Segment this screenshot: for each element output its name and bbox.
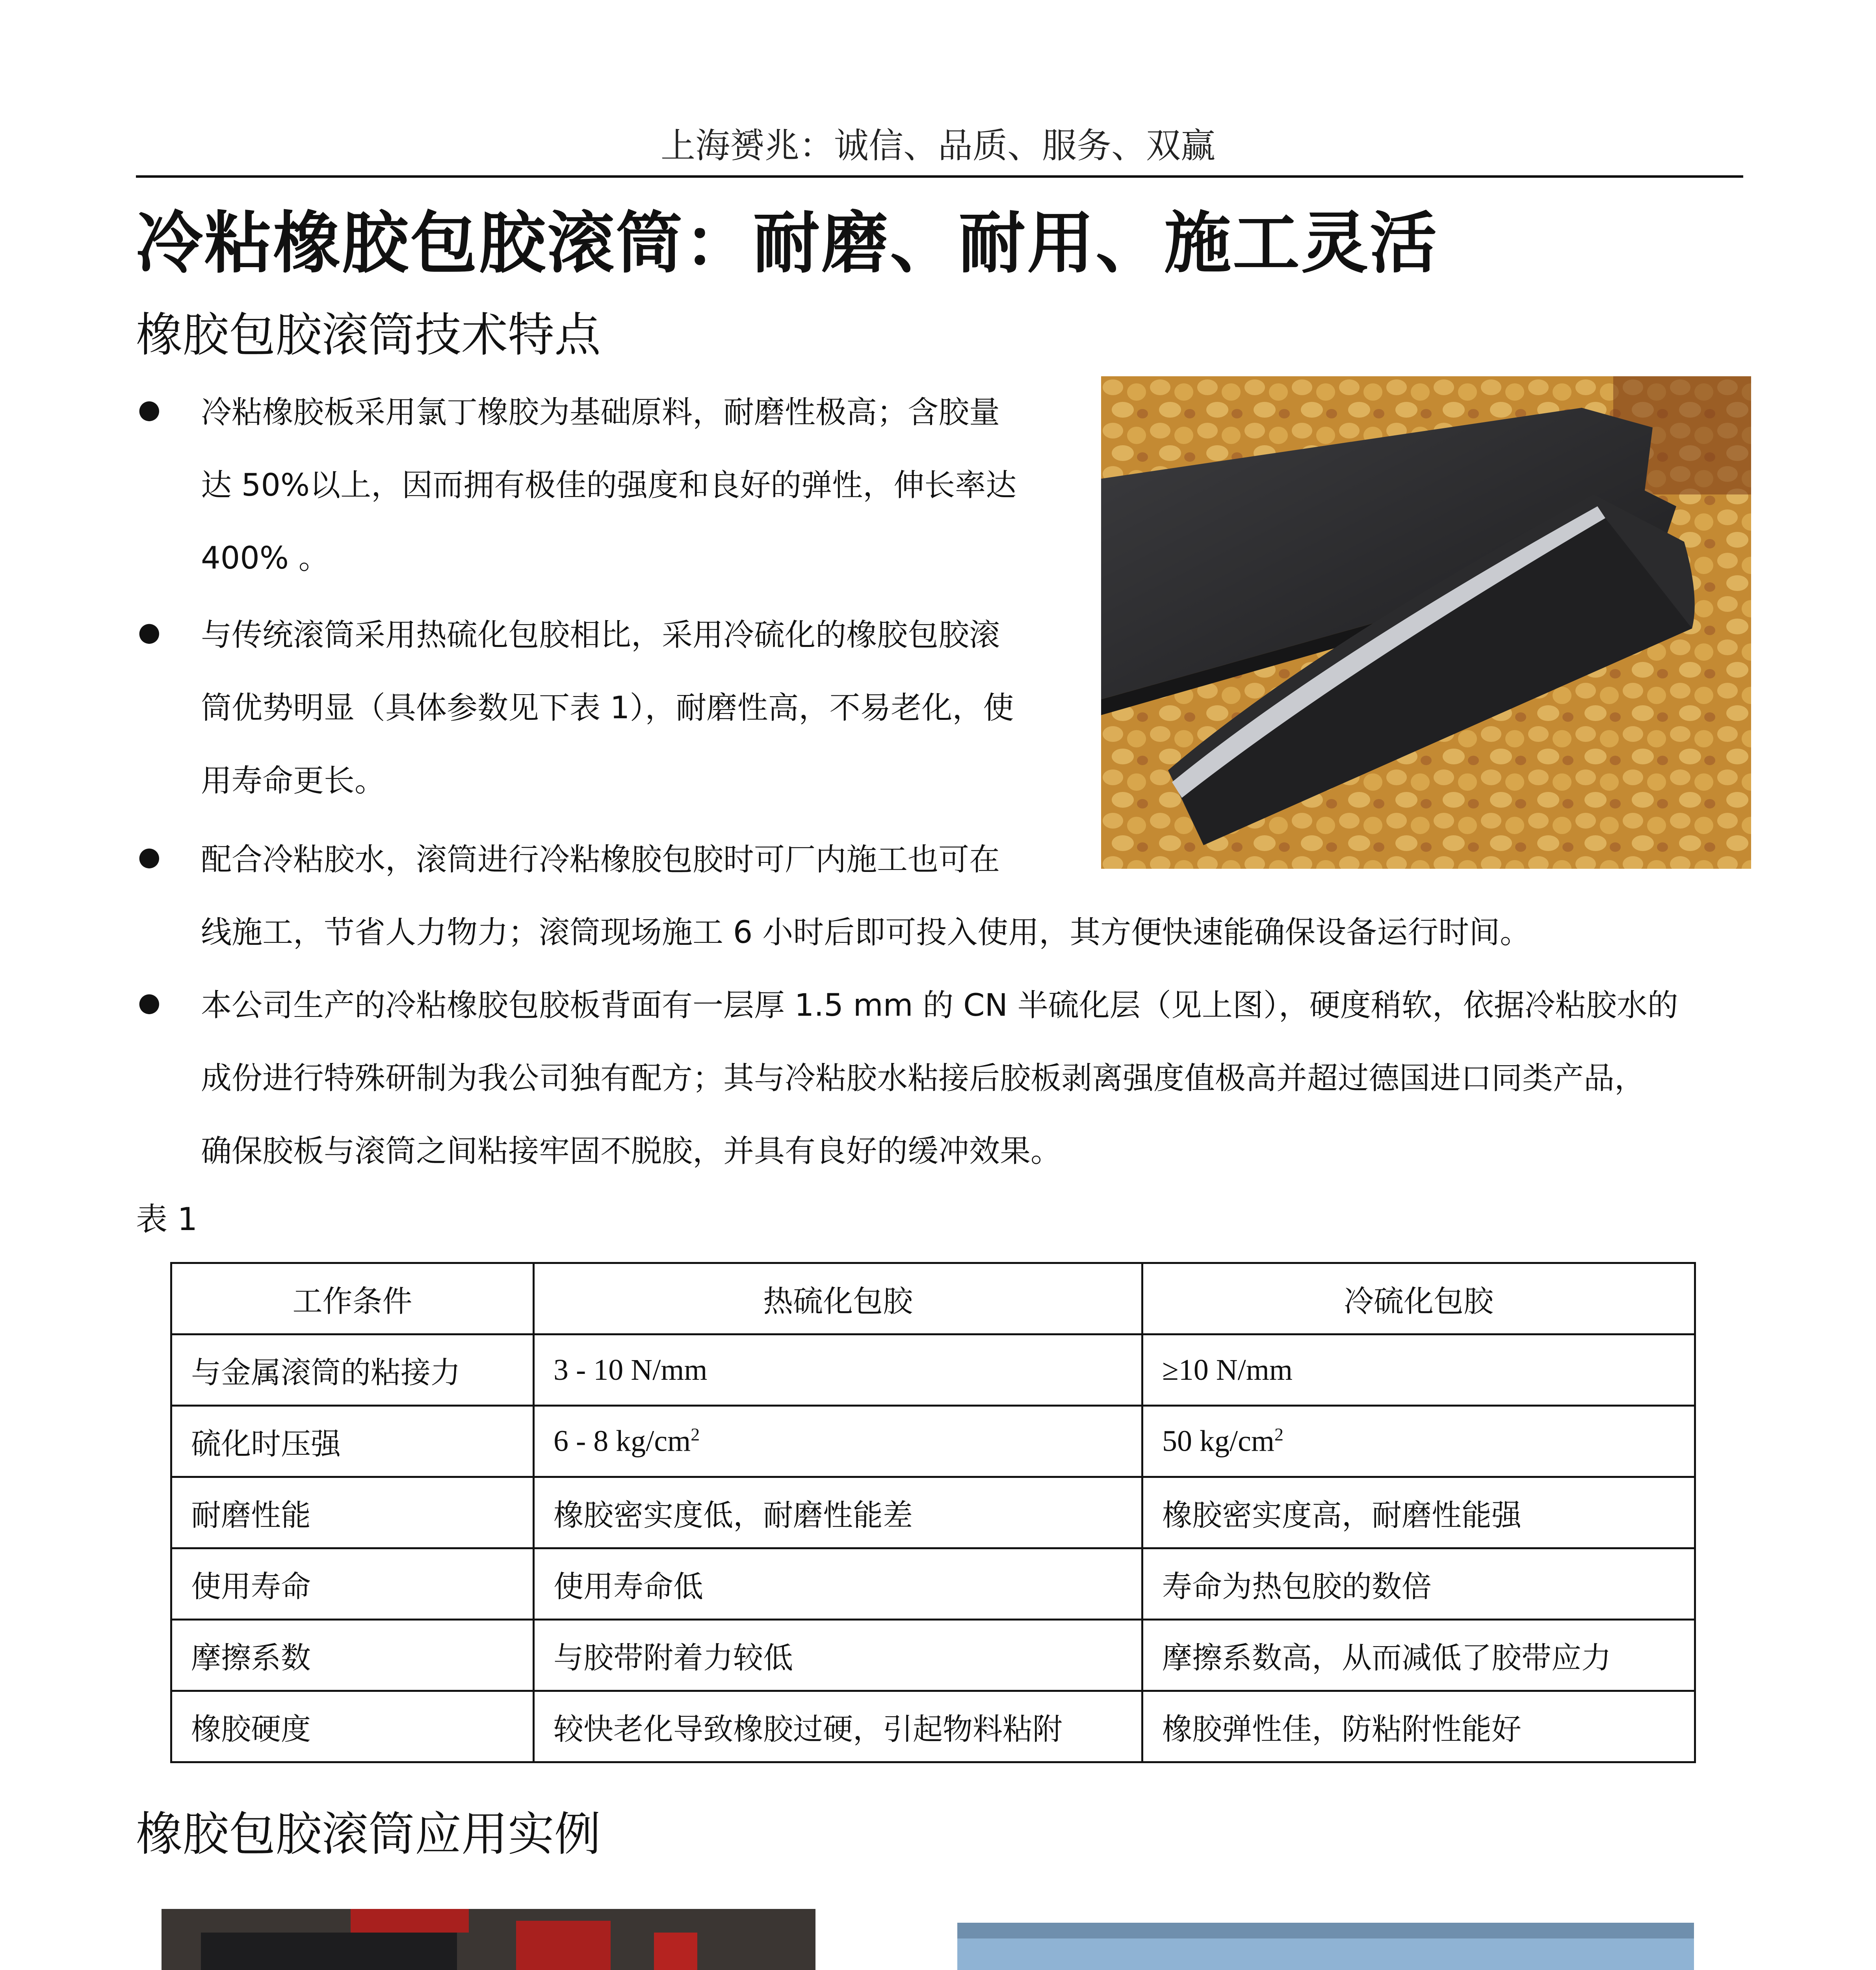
table-cell-cold [1142,1406,1695,1477]
table-cell-hot [534,1406,1142,1477]
paragraph-line: 筒优势明显（具体参数见下表 1），耐磨性高，不易老化，使 [201,690,1014,726]
table-cell-condition: 使用寿命 [171,1548,534,1620]
paragraph-line: 冷粘橡胶板采用氯丁橡胶为基础原料，耐磨性极高；含胶量 [201,395,1000,430]
bullet-paragraph [201,599,1014,818]
paragraph-line: 用寿命更长。 [201,763,386,799]
table-row [171,1334,1695,1406]
bullet-paragraph [201,969,1678,1188]
table-header-row [171,1263,1695,1334]
table-cell-condition: 耐磨性能 [171,1477,534,1548]
table-cell-condition: 与金属滚筒的粘接力 [171,1334,534,1406]
page-title: 冷粘橡胶包胶滚筒：耐磨、耐用、施工灵活 [136,204,1439,282]
features-heading: 橡胶包胶滚筒技术特点 [136,308,601,362]
paragraph-line: 达 50%以上，因而拥有极佳的强度和良好的弹性，伸长率达 [201,468,1017,503]
bullet-marker: ● [138,617,161,647]
table-header-cell: 热硫化包胶 [534,1263,1142,1334]
superscript: 2 [1274,1424,1283,1445]
paragraph-line: 配合冷粘胶水，滚筒进行冷粘橡胶包胶时可厂内施工也可在 [201,842,1000,877]
paragraph-line: 与传统滚筒采用热硫化包胶相比，采用冷硫化的橡胶包胶滚 [201,617,1000,653]
header-rule [136,175,1743,178]
table-cell-condition: 摩擦系数 [171,1620,534,1691]
bullet-marker: ● [138,987,161,1017]
table-row [171,1477,1695,1548]
rubber-sheet-photo [1101,376,1751,869]
table-cell-hot: 较快老化导致橡胶过硬，引起物料粘附 [534,1691,1142,1762]
table-header-cell: 工作条件 [171,1263,534,1334]
bullet-marker: ● [138,394,161,424]
paragraph-line: 400% 。 [201,541,329,576]
table-cell-cold: 摩擦系数高，从而减低了胶带应力 [1142,1620,1695,1691]
table-cell-hot: 3 - 10 N/mm [534,1334,1142,1406]
bullet-paragraph [201,823,1531,969]
table-cell-cold: 寿命为热包胶的数倍 [1142,1548,1695,1620]
examples-heading: 橡胶包胶滚筒应用实例 [136,1807,601,1861]
cell-value: 50 kg/cm [1162,1424,1274,1458]
bullet-marker: ● [138,841,161,872]
paragraph-line: 本公司生产的冷粘橡胶包胶板背面有一层厚 1.5 mm 的 CN 半硫化层（见上图），硬度稍软，依据冷粘胶水的 [201,988,1678,1023]
paragraph-line: 确保胶板与滚筒之间粘接牢固不脱胶，并具有良好的缓冲效果。 [201,1134,1062,1169]
table-row [171,1406,1695,1477]
paragraph-line: 成份进行特殊研制为我公司独有配方；其与冷粘胶水粘接后胶板剥离强度值极高并超过德国进口同类产品， [201,1061,1646,1096]
cell-value: 6 - 8 kg/cm [554,1424,691,1458]
table-cell-condition: 硫化时压强 [171,1406,534,1477]
table-row [171,1691,1695,1762]
table-cell-hot: 与胶带附着力较低 [534,1620,1142,1691]
table-row [171,1548,1695,1620]
table-cell-cold: 橡胶弹性佳，防粘附性能好 [1142,1691,1695,1762]
running-head: 上海赟兆：诚信、品质、服务、双赢 [660,125,1215,166]
table-cell-cold: 橡胶密实度高，耐磨性能强 [1142,1477,1695,1548]
lagged-pulley-photo [957,1923,1694,1970]
table-cell-hot: 使用寿命低 [534,1548,1142,1620]
table-row [171,1620,1695,1691]
table-label: 表 1 [136,1201,198,1238]
superscript: 2 [691,1424,700,1445]
comparison-table [170,1262,1696,1763]
lagging-rolls-photo [162,1909,815,1970]
bullet-paragraph [201,376,1016,595]
paragraph-line: 线施工，节省人力物力；滚筒现场施工 6 小时后即可投入使用，其方便快速能确保设备运行时间。 [201,915,1531,950]
table-cell-hot: 橡胶密实度低，耐磨性能差 [534,1477,1142,1548]
table-cell-cold: ≥10 N/mm [1142,1334,1695,1406]
table-header-cell: 冷硫化包胶 [1142,1263,1695,1334]
table-cell-condition: 橡胶硬度 [171,1691,534,1762]
